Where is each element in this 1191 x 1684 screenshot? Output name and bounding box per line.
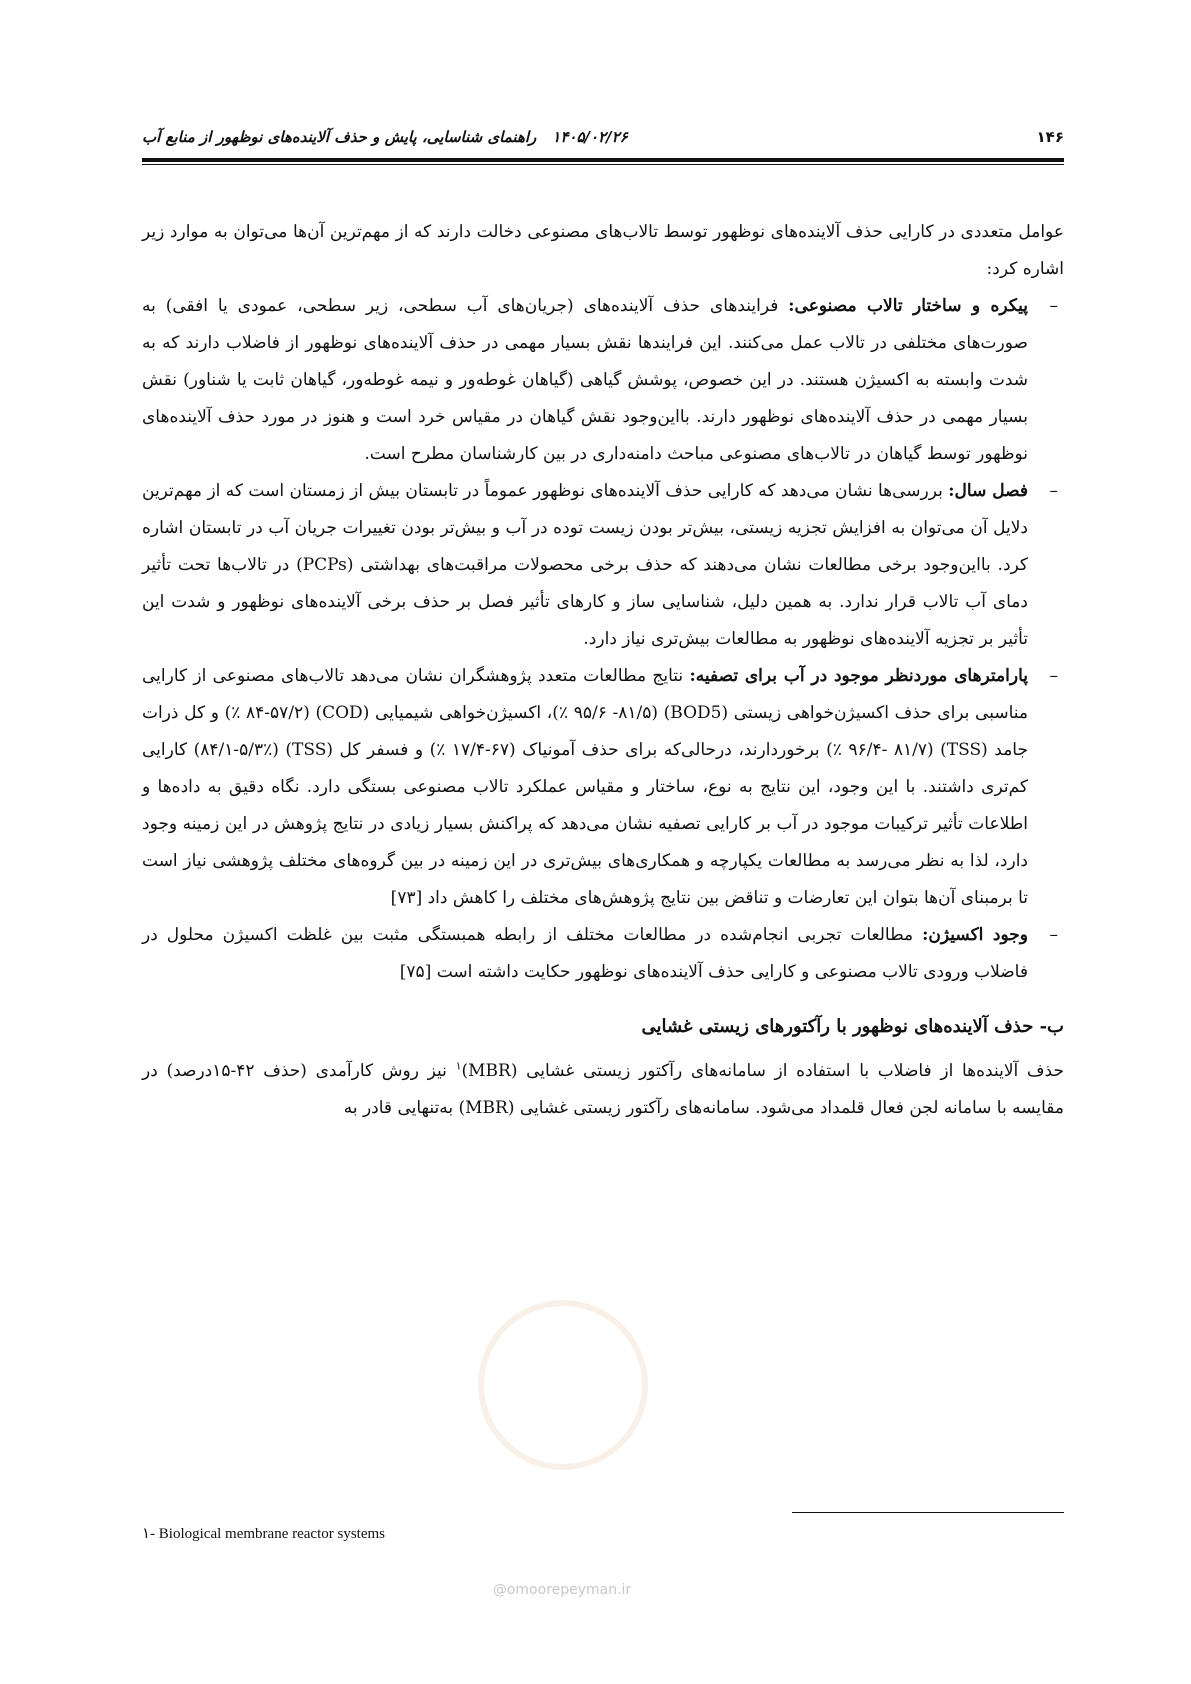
list-item-text: بررسی‌ها نشان می‌دهد که کارایی حذف آلاینده‌های نوظهور عموماً در تابستان بیش از زمستان است که از مهم‌ترین دلایل آن می‌توان به افزایش تجزیه زیستی، بیش‌تر بودن زیست توده در آب و بیش‌تر بودن تغییرات جریان آب در تابستان اشاره کرد. بااین‌وجود برخی مطالعات نشان می‌دهند که حذف برخی محصولات مراقبت‌های بهداشتی (PCPs) در تالاب‌ها تحت تأثیر دمای آب تالاب قرار ندارد. به همین دلیل، شناسایی ساز و کارهای تأثیر فصل بر حذف برخی آلاینده‌های نوظهور و شدت این تأثیر بر تجزیه آلاینده‌های نوظهور به مطالعات بیش‌تری نیاز دارد. — [142, 481, 1028, 649]
section-paragraph — [142, 1053, 1064, 1127]
list-item-title: وجود اکسیژن: — [922, 925, 1028, 945]
list-item — [142, 917, 1064, 991]
footnote-rule — [792, 1512, 1064, 1513]
running-header — [142, 122, 1064, 152]
section-text-after: نیز روش کارآمدی (حذف ۴۲-۱۵درصد) در مقایسه با سامانه لجن فعال قلمداد می‌شود. سامانه‌های رآکتور زیستی غشایی (MBR) به‌تنهایی قادر به — [142, 1061, 1064, 1118]
footnote-marker: ۱ — [455, 1059, 462, 1073]
header-book-title: راهنمای شناسایی، پایش و حذف آلاینده‌های نوظهور از منابع آب — [142, 128, 537, 146]
section-text-before: حذف آلاینده‌ها از فاضلاب با استفاده از سامانه‌های رآکتور زیستی غشایی (MBR) — [461, 1061, 1064, 1081]
list-item-text: نتایج مطالعات متعدد پژوهشگران نشان می‌دهد تالاب‌های مصنوعی از کارایی مناسبی برای حذف اکسیژن‌خواهی زیستی (BOD5) (۹۵/۶ -۸۱/۵ ٪)، اکسیژن‌خواهی شیمیایی (COD) (۸۴-۵۷/۲ ٪) و کل ذرات جامد (TSS) (۹۶/۴- ۸۱/۷ ٪) برخوردارند، درحالی‌که برای حذف آمونیاک (۶۷-۱۷/۴ ٪) و فسفر کل (TSS) (۸۴/۱-۵/۳٪) کارایی کم‌تری داشتند. با این وجود، این نتایج به نوع، ساختار و مقیاس عملکرد تالاب مصنوعی بستگی دارد. نگاه دقیق به داده‌ها و اطلاعات تأثیر ترکیبات موجود در آب بر کارایی تصفیه نشان می‌دهد که پراکنش بسیار زیادی در نتایج پژوهش در این زمینه وجود دارد، لذا به نظر می‌رسد به مطالعات یکپارچه و همکاری‌های بیش‌تری در این زمینه در بین گروه‌های مختلف پژوهشی نیاز است تا برمبنای آن‌ها بتوان این تعارضات و تناقض بین نتایج پژوهش‌های مختلف را کاهش داد [۷۳] — [142, 666, 1029, 908]
page-content — [142, 214, 1064, 1127]
list-item-title: پیکره و ساختار تالاب مصنوعی: — [788, 296, 1028, 316]
watermark-text: @omoorepeyman.ir — [492, 1582, 632, 1598]
list-item-text: مطالعات تجربی انجام‌شده در مطالعات مختلف از رابطه همبستگی مثبت بین غلظت اکسیژن محلول در فاضلاب ورودی تالاب مصنوعی و کارایی حذف آلاینده‌های نوظهور حکایت داشته است [۷۵] — [142, 925, 1028, 982]
factor-list — [142, 288, 1064, 991]
list-item-text: فرایندهای حذف آلاینده‌های (جریان‌های آب سطحی، زیر سطحی، عمودی یا افقی) به صورت‌های مختلفی در تالاب عمل می‌کنند. این فرایندها نقش بسیار مهمی در حذف آلاینده‌های نوظهور از فاضلاب دارند که به شدت وابسته به اکسیژن هستند. در این خصوص، پوشش گیاهی (گیاهان غوطه‌ور و نیمه غوطه‌ور، گیاهان ثابت یا شناور) نقش بسیار مهمی در حذف آلاینده‌های نوظهور دارند. بااین‌وجود نقش گیاهان در مقیاس خرد است و هنوز در مورد حذف آلاینده‌های نوظهور توسط گیاهان در تالاب‌های مصنوعی مباحث دامنه‌داری در بین کارشناسان مطرح است. — [142, 296, 1028, 464]
list-item — [142, 288, 1064, 473]
header-rule-thin — [142, 164, 1064, 165]
list-item — [142, 658, 1064, 917]
header-date: ۱۴۰۵/۰۲/۲۶ — [552, 128, 628, 146]
page-number: ۱۴۶ — [1036, 128, 1064, 146]
footnote: ۱- Biological membrane reactor systems — [142, 1526, 385, 1542]
list-item-title: پارامترهای موردنظر موجود در آب برای تصفیه: — [689, 666, 1029, 686]
watermark-seal — [478, 1300, 648, 1470]
running-title — [142, 128, 628, 146]
header-rule-thick — [142, 158, 1064, 162]
list-item-title: فصل سال: — [948, 481, 1028, 501]
intro-paragraph: عوامل متعددی در کارایی حذف آلاینده‌های نوظهور توسط تالاب‌های مصنوعی دخالت دارند که از مهم‌ترین آن‌ها می‌توان به موارد زیر اشاره کرد: — [142, 222, 1064, 279]
list-item — [142, 473, 1064, 658]
section-heading: ب- حذف آلاینده‌های نوظهور با رآکتورهای زیستی غشایی — [641, 1016, 1064, 1037]
